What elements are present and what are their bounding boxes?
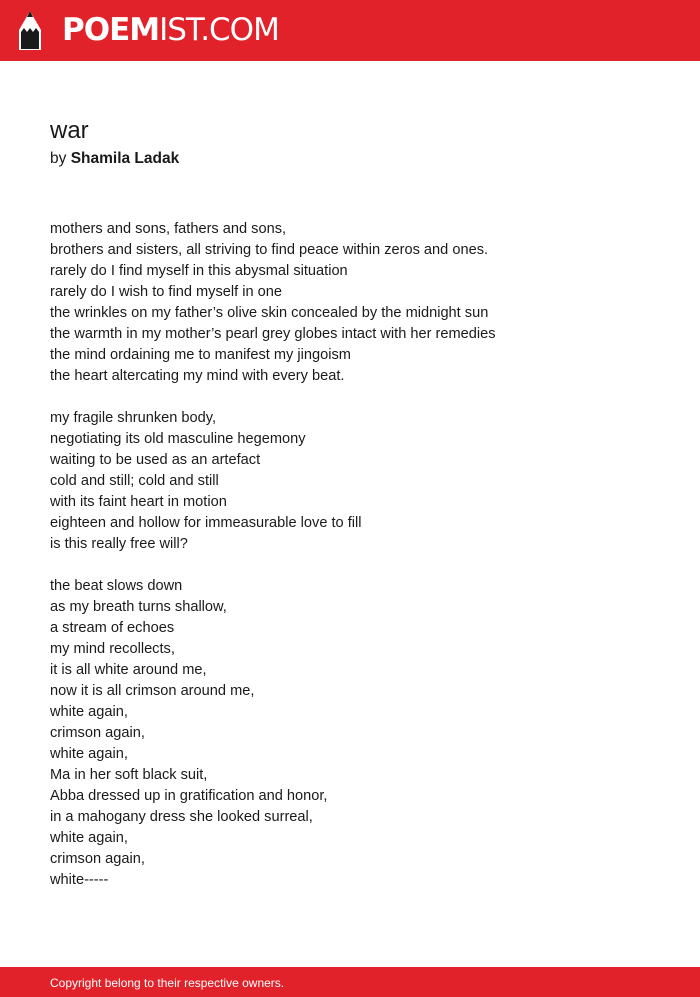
pencil-tip-icon — [18, 10, 42, 51]
poem-line: crimson again, — [50, 851, 145, 867]
brand-bold: POEM — [62, 12, 160, 48]
poem-line: white again, — [50, 746, 128, 762]
site-logo-text[interactable] — [62, 12, 279, 48]
poem-stanza — [50, 576, 670, 891]
poem-line: now it is all crimson around me, — [50, 683, 255, 699]
poem-line: negotiating its old masculine hegemony — [50, 431, 306, 447]
poem-line: white again, — [50, 830, 128, 846]
byline — [50, 149, 179, 169]
poem-line: Ma in her soft black suit, — [50, 767, 208, 783]
poem-line: it is all white around me, — [50, 662, 207, 678]
poem-line: my fragile shrunken body, — [50, 410, 217, 426]
poem-line: rarely do I wish to find myself in one — [50, 284, 282, 300]
poem-line: with its faint heart in motion — [50, 494, 227, 510]
poem-line: white again, — [50, 704, 128, 720]
poem-body — [50, 219, 670, 891]
brand-light: IST.COM — [159, 12, 279, 48]
poem-line: a stream of echoes — [50, 620, 175, 636]
poem-line: eighteen and hollow for immeasurable love to fill — [50, 515, 362, 531]
poem-line: the mind ordaining me to manifest my jingoism — [50, 347, 351, 363]
poem-line: as my breath turns shallow, — [50, 599, 227, 615]
poem-line: Abba dressed up in gratification and honor, — [50, 788, 328, 804]
poem-line: rarely do I find myself in this abysmal situation — [50, 263, 348, 279]
poem-line: my mind recollects, — [50, 641, 175, 657]
author-name: Shamila Ladak — [70, 150, 180, 167]
poem-line: mothers and sons, fathers and sons, — [50, 221, 287, 237]
poem-stanza — [50, 408, 670, 555]
poem-stanza — [50, 219, 670, 387]
poem-line: white----- — [50, 872, 109, 888]
poem-line: cold and still; cold and still — [50, 473, 219, 489]
poem-title: war — [50, 117, 89, 144]
site-footer — [0, 967, 700, 997]
poem-line: waiting to be used as an artefact — [50, 452, 261, 468]
by-label: by — [50, 150, 67, 167]
site-header — [0, 0, 700, 61]
poem-line: the wrinkles on my father’s olive skin concealed by the midnight sun — [50, 305, 489, 321]
poem-line: the warmth in my mother’s pearl grey globes intact with her remedies — [50, 326, 496, 342]
poem-line: in a mahogany dress she looked surreal, — [50, 809, 313, 825]
copyright-notice: Copyright belong to their respective owners. — [50, 976, 285, 990]
poem-line: brothers and sisters, all striving to find peace within zeros and ones. — [50, 242, 489, 258]
poem-line: is this really free will? — [50, 536, 188, 552]
poem-line: the heart altercating my mind with every beat. — [50, 368, 345, 384]
poem-line: the beat slows down — [50, 578, 183, 594]
poem-line: crimson again, — [50, 725, 145, 741]
